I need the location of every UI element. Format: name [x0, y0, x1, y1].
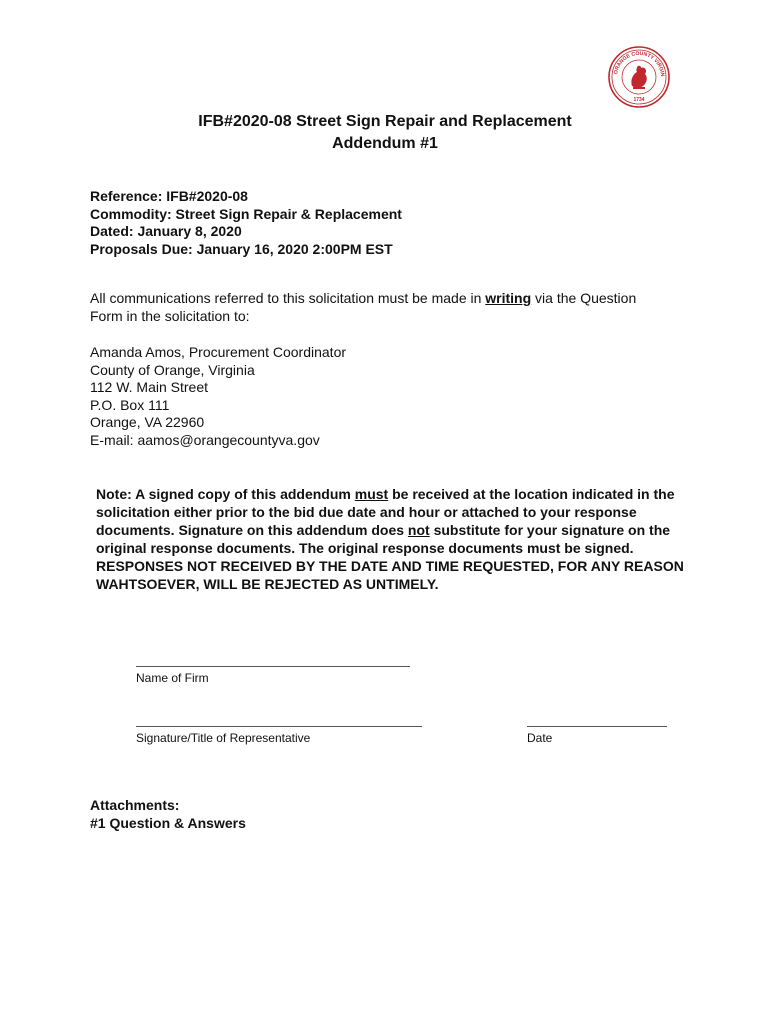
writing-emphasis: writing — [485, 290, 532, 306]
date-line[interactable] — [527, 726, 667, 727]
county-seal-logo — [608, 46, 670, 108]
firm-name-label: Name of Firm — [136, 671, 209, 685]
date-label: Date — [527, 731, 553, 745]
communications-paragraph — [90, 290, 650, 325]
reference-line: Reference: IFB#2020-08 — [90, 188, 248, 204]
note-text-1: Note: A signed copy of this addendum — [96, 486, 355, 502]
not-emphasis: not — [407, 522, 430, 538]
seal-text: ORANGE COUNTY VIRGIN — [613, 50, 666, 77]
firm-name-line[interactable] — [136, 666, 410, 667]
proposals-due-line: Proposals Due: January 16, 2020 2:00PM EST — [90, 240, 393, 257]
contact-block — [90, 344, 346, 450]
contact-pobox: P.O. Box 111 — [90, 396, 170, 413]
contact-street: 112 W. Main Street — [90, 379, 209, 396]
contact-email: E-mail: aamos@orangecountyva.gov — [90, 431, 320, 448]
contact-city: Orange, VA 22960 — [90, 414, 205, 431]
dated-line: Dated: January 8, 2020 — [90, 223, 242, 240]
note-text-3: substitute for your signature on the original response documents. The original response documents must be signed. RESPONSES NOT RECEIVED BY THE DATE AND TIME REQUESTED, FOR ANY REASON WAHTSOEVER, WILL BE REJECTED AS UNTIMELY. — [96, 522, 684, 592]
note-paragraph — [96, 485, 696, 593]
attachment-item: #1 Question & Answers — [90, 815, 246, 831]
note-text-2: be received at the location indicated in the solicitation either prior to the bid due date and hour or attached to your response documents. Signature on this addendum does — [96, 486, 675, 538]
contact-name: Amanda Amos, Procurement Coordinator — [90, 344, 347, 360]
attachments-block — [90, 796, 246, 832]
seal-year: 1734 — [633, 97, 645, 103]
addendum-title: Addendum #1 — [332, 135, 438, 152]
signature-label: Signature/Title of Representative — [136, 731, 311, 745]
contact-org: County of Orange, Virginia — [90, 361, 255, 378]
must-emphasis: must — [354, 486, 389, 502]
document-title: IFB#2020-08 Street Sign Repair and Replacement — [198, 113, 572, 130]
commodity-line: Commodity: Street Sign Repair & Replacement — [90, 205, 402, 222]
communications-text-2: via the Question Form in the solicitation to: — [90, 290, 637, 324]
attachments-heading: Attachments: — [90, 797, 180, 813]
reference-block — [90, 188, 402, 258]
signature-line[interactable] — [136, 726, 422, 727]
communications-text-1: All communications referred to this solicitation must be made in — [90, 290, 486, 306]
